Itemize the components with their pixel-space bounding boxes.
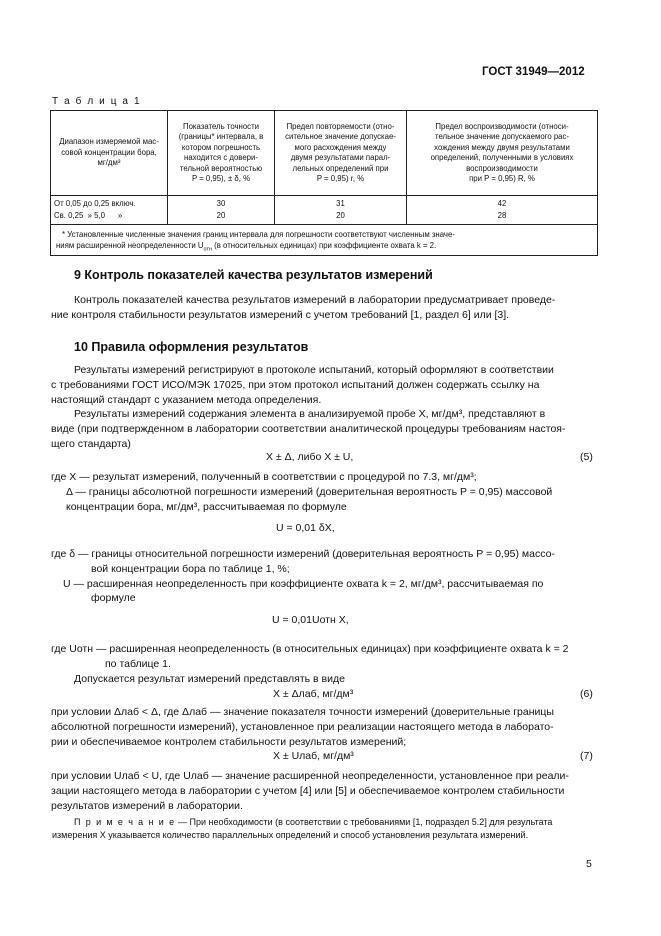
col-header-accuracy: Показатель точности (границы* интервала, в котором погрешность находится с довери- тельной вероятностью P = 0,95), ± δ, % [168, 111, 275, 196]
equation-6: X ± Δлаб, мг/дм³ [273, 688, 354, 700]
table-caption: Т а б л и ц а 1 [52, 96, 142, 107]
section-10-text: Результаты измерений регистрируют в протоколе испытаний, который оформляют в соответствии с требованиями ГОСТ ИСО/МЭК 17025, при этом протокол испытаний должен содержать ссылку на настоящий стандарт с указанием метода определения. Результаты измерений содержания элемента в анализируемой пробе X, мг/дм³, представляют в виде (при подтвержденном в лаборатории соответствии аналитической процедуры требованиям настоя- щего стандарта) [51, 364, 566, 450]
col-header-repeatability: Предел повторяемости (отно- сительное значение допускае- мого расхождения между двумя результатами парал- лельных определений при P = 0,95) r, % [275, 111, 407, 196]
section-10-title: 10 Правила оформления результатов [74, 340, 309, 354]
note-block: П р и м е ч а н и е — При необходимости (в соответствии с требованиями [1, подраздел 5.2] для результата измерения X указывается количество параллельных определений и способ установления результата измерений. [52, 817, 553, 840]
col-header-reproducibility: Предел воспроизводимости (относи- тельное значение допускаемого рас- хождения между двумя результатами определений, полученными в условиях воспроизводимости при P = 0,95) R, % [407, 111, 598, 196]
data-table [50, 110, 598, 256]
condition-block-2: при условии Uлаб < U, где Uлаб — значение расширенной неопределенности, установленное при реали- зации настоящего метода в лаборатории с учетом [4] или [5] и обеспечиваемое контролем стабильности результатов измерений в лаборатории. [51, 770, 569, 812]
where-block-1: где X — результат измерений, полученный в соответствии с процедурой по 7.3, мг/дм³; Δ — границы абсолютной погрешности измерений (доверительная вероятность P = 0,95) массовой концентрации бора, мг/дм³, рассчитываемая по формуле [51, 471, 553, 513]
section-9-title: 9 Контроль показателей качества результатов измерений [74, 268, 433, 282]
table-row [51, 196, 598, 225]
row-delta: 30 [216, 199, 226, 208]
equation-6-number: (6) [580, 688, 593, 700]
equation-7: X ± Uлаб, мг/дм³ [273, 750, 354, 762]
condition-block-1: при условии Δлаб < Δ, где Δлаб — значение показателя точности измерений (доверительные границы абсолютной погрешности измерений), установленное при реализации настоящего метода в лаборато- рии и обеспечиваемое контролем стабильности результатов измерений; [51, 706, 554, 748]
col-header-range: Диапазон измеряемой мас- совой концентрации бора, мг/дм³ [51, 111, 168, 196]
row-r: 20 [336, 211, 345, 220]
row-range: Св. 0,25 » 5,0 » [54, 211, 123, 220]
where-block-3: где Uотн — расширенная неопределенность (в относительных единицах) при коэффициенте охвата k = 2 по таблице 1. Допускается результат измерений представлять в виде [51, 643, 569, 685]
page-number: 5 [586, 858, 592, 870]
table-footnote: * Установленные численные значения границ интервала для погрешности соответствуют численным значе- ниям расширенной неопределенности $U_{отн}$ (в относительных единицах) при коэффициенте охвата k = 2. [51, 225, 598, 256]
document-header: ГОСТ 31949—2012 [482, 66, 585, 78]
equation-u: U = 0,01 δX, [276, 522, 335, 534]
row-range: От 0,05 до 0,25 включ. [54, 199, 136, 208]
where-block-2: где δ — границы относительной погрешности измерений (доверительная вероятность P = 0,95) массо- вой концентрации бора по таблице 1, %; U — расширенная неопределенность при коэффициенте охвата k = 2, мг/дм³, рассчитываемая по формуле [51, 548, 555, 605]
equation-u2: U = 0,01Uотн X, [272, 614, 349, 626]
row-R: 42 [497, 199, 507, 208]
equation-5: X ± Δ, либо X ± U, [266, 451, 354, 463]
row-r: 31 [336, 199, 345, 208]
section-9-text: Контроль показателей качества результатов измерений в лаборатории предусматривает проведе- ние контроля стабильности результатов измерений с учетом требований [1, раздел 6] или [3]. [51, 294, 556, 321]
row-R: 28 [497, 211, 507, 220]
equation-7-number: (7) [580, 750, 593, 762]
equation-5-number: (5) [580, 451, 593, 463]
row-delta: 20 [216, 211, 226, 220]
